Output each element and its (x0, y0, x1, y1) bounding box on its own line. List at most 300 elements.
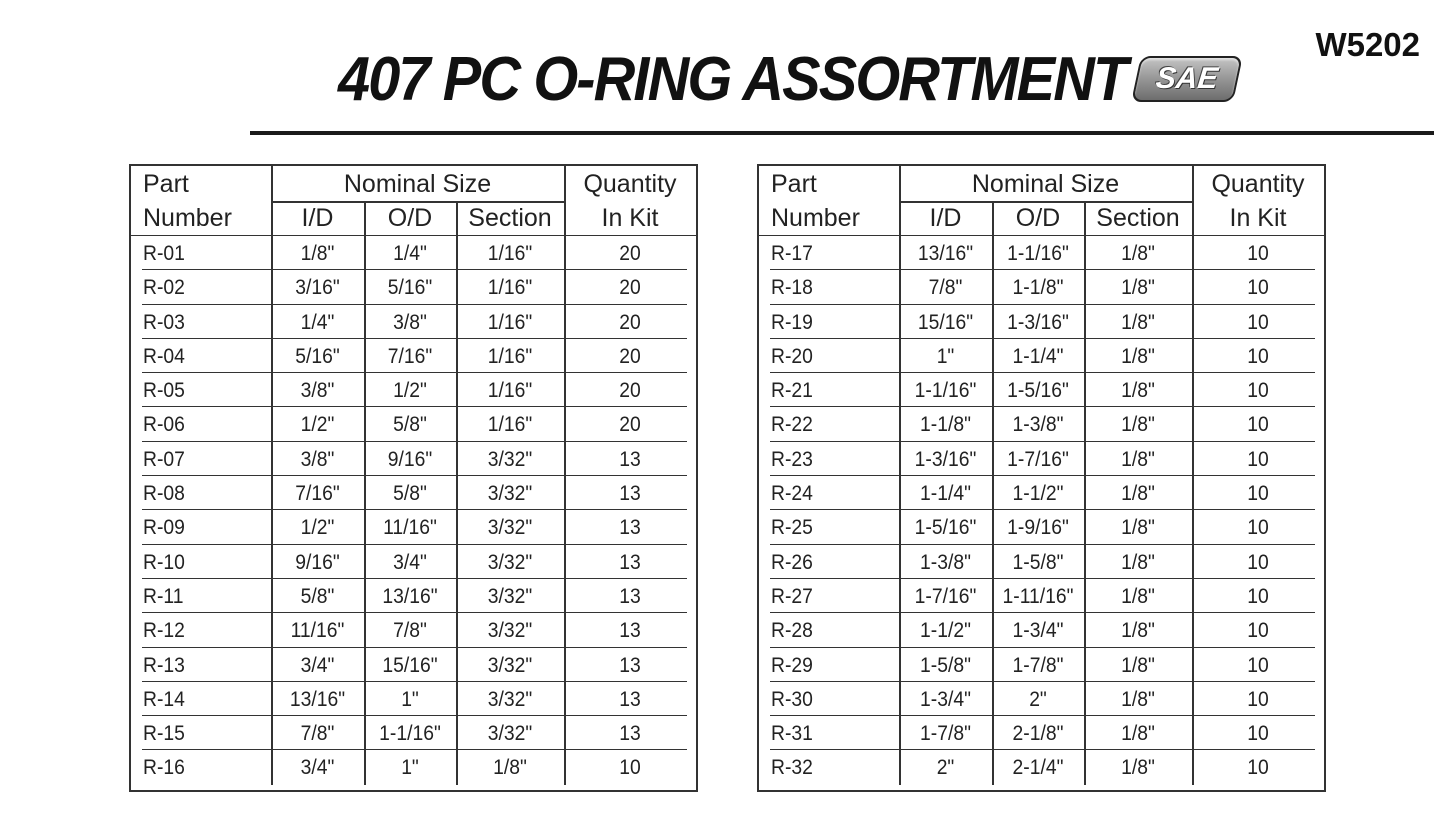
column-divider (992, 545, 994, 579)
column-divider (1084, 579, 1086, 613)
table-row (759, 476, 1324, 510)
inner-diameter-cell: 1-5/16" (914, 516, 977, 540)
part-number-cell: R-08 (143, 482, 185, 506)
quantity-cell: 10 (1247, 722, 1269, 746)
column-divider (992, 613, 994, 647)
column-divider (271, 648, 273, 682)
inner-diameter-cell: 1-1/8" (920, 413, 971, 437)
part-number-cell: R-17 (771, 242, 813, 265)
column-divider (1084, 545, 1086, 579)
column-divider (1192, 270, 1194, 304)
column-divider (271, 750, 273, 784)
table-row (759, 407, 1324, 441)
column-divider (992, 236, 994, 270)
column-divider (899, 716, 901, 750)
inner-diameter-cell: 1/2" (300, 516, 335, 540)
outer-diameter-cell: 1-7/8" (1012, 653, 1064, 677)
part-number-cell: R-28 (771, 619, 813, 643)
quantity-cell: 13 (619, 447, 641, 471)
outer-diameter-cell: 3/4" (393, 550, 427, 574)
column-divider (992, 270, 994, 304)
part-number-cell: R-04 (143, 344, 185, 368)
column-divider (456, 236, 458, 270)
part-number-cell: R-01 (143, 242, 185, 265)
inner-diameter-cell: 1/8" (300, 242, 335, 265)
column-divider (992, 750, 994, 784)
part-number-cell: R-15 (143, 722, 185, 746)
table-row (131, 545, 696, 579)
column-divider (1192, 648, 1194, 682)
column-divider (899, 682, 901, 716)
column-divider (364, 750, 366, 784)
outer-diameter-cell: 15/16" (382, 653, 438, 677)
section-cell: 1/8" (1121, 550, 1155, 574)
part-number-cell: R-02 (143, 276, 185, 300)
inner-diameter-cell: 1-1/16" (914, 379, 977, 403)
quantity-cell: 20 (619, 242, 641, 265)
column-divider (364, 236, 366, 270)
header-id: I/D (929, 204, 962, 232)
quantity-cell: 10 (1247, 584, 1269, 608)
column-divider (899, 236, 901, 270)
outer-diameter-cell: 2-1/4" (1012, 756, 1064, 780)
quantity-cell: 10 (1247, 756, 1269, 780)
outer-diameter-cell: 1" (401, 687, 419, 711)
column-divider (456, 510, 458, 544)
quantity-cell: 10 (1247, 447, 1269, 471)
column-divider (456, 613, 458, 647)
section-cell: 1/16" (487, 310, 533, 334)
column-divider (1084, 236, 1086, 270)
column-divider (456, 339, 458, 373)
table-row (131, 373, 696, 407)
outer-diameter-cell: 3/8" (393, 310, 427, 334)
column-divider (899, 442, 901, 476)
header-part-number: Number (771, 204, 860, 232)
header-quantity: In Kit (601, 204, 659, 232)
sae-badge (1131, 56, 1243, 102)
inner-diameter-cell: 3/8" (300, 447, 335, 471)
inner-diameter-cell: 1-3/16" (914, 447, 977, 471)
inner-diameter-cell: 13/16" (289, 687, 346, 711)
outer-diameter-cell: 1-1/16" (1007, 242, 1069, 265)
column-divider (456, 716, 458, 750)
column-divider (271, 407, 273, 441)
part-number-cell: R-22 (771, 413, 813, 437)
header-od: O/D (1015, 204, 1061, 232)
outer-diameter-cell: 1-3/16" (1007, 310, 1069, 334)
column-divider (899, 510, 901, 544)
column-divider (992, 442, 994, 476)
quantity-cell: 10 (1247, 550, 1269, 574)
oring-table-right (757, 164, 1326, 792)
inner-diameter-cell: 1/2" (300, 413, 335, 437)
section-cell: 3/32" (487, 619, 533, 643)
outer-diameter-cell: 1-9/16" (1007, 516, 1069, 540)
part-number-cell: R-13 (143, 653, 185, 677)
inner-diameter-cell: 5/16" (295, 344, 340, 368)
column-divider (456, 750, 458, 784)
header-part-number: Part (771, 170, 817, 198)
column-divider (1192, 682, 1194, 716)
column-divider (271, 339, 273, 373)
column-divider (456, 442, 458, 476)
column-divider (1084, 750, 1086, 784)
column-divider (992, 682, 994, 716)
table-row (131, 510, 696, 544)
column-divider (456, 648, 458, 682)
quantity-cell: 13 (619, 619, 641, 643)
outer-diameter-cell: 1-1/2" (1012, 482, 1064, 506)
column-divider (456, 682, 458, 716)
section-cell: 3/32" (487, 482, 533, 506)
table-row (131, 716, 696, 750)
section-cell: 1/8" (1121, 482, 1155, 506)
table-row (759, 305, 1324, 339)
section-cell: 3/32" (487, 516, 533, 540)
column-divider (992, 407, 994, 441)
section-cell: 1/16" (487, 242, 533, 265)
column-divider (1084, 442, 1086, 476)
column-divider (1084, 339, 1086, 373)
column-divider (564, 716, 566, 750)
part-number-cell: R-06 (143, 413, 185, 437)
column-divider (1084, 305, 1086, 339)
header-part-number: Part (143, 170, 189, 198)
column-divider (1084, 648, 1086, 682)
section-cell: 1/8" (1121, 413, 1155, 437)
inner-diameter-cell: 3/4" (300, 653, 335, 677)
section-cell: 1/8" (1121, 756, 1155, 780)
section-cell: 1/16" (487, 413, 533, 437)
column-divider (364, 339, 366, 373)
outer-diameter-cell: 5/8" (393, 413, 427, 437)
column-divider (271, 236, 273, 270)
outer-diameter-cell: 5/16" (387, 276, 433, 300)
column-divider (271, 716, 273, 750)
outer-diameter-cell: 2" (1029, 687, 1047, 711)
header-quantity: In Kit (1229, 204, 1287, 232)
column-divider (271, 545, 273, 579)
inner-diameter-cell: 1-3/8" (920, 550, 971, 574)
section-cell: 1/8" (1121, 242, 1155, 265)
column-divider (1192, 407, 1194, 441)
column-divider (364, 648, 366, 682)
column-divider (364, 579, 366, 613)
column-divider (456, 545, 458, 579)
outer-diameter-cell: 1-7/16" (1007, 447, 1069, 471)
column-divider (271, 476, 273, 510)
header-quantity: Quantity (583, 170, 677, 198)
part-number-cell: R-30 (771, 687, 813, 711)
column-divider (899, 270, 901, 304)
table-row (759, 270, 1324, 304)
quantity-cell: 13 (619, 687, 641, 711)
column-divider (1084, 373, 1086, 407)
table-row (131, 648, 696, 682)
title-divider (250, 131, 1434, 135)
outer-diameter-cell: 1-1/8" (1012, 276, 1064, 300)
column-divider (564, 236, 566, 270)
header-quantity: Quantity (1211, 170, 1305, 198)
header-divider (899, 201, 1192, 203)
table-header (131, 166, 696, 236)
column-divider (456, 407, 458, 441)
inner-diameter-cell: 7/16" (295, 482, 340, 506)
part-number-cell: R-29 (771, 653, 813, 677)
column-divider (899, 373, 901, 407)
section-cell: 1/8" (1121, 516, 1155, 540)
outer-diameter-cell: 7/16" (387, 344, 433, 368)
part-number-cell: R-12 (143, 619, 185, 643)
inner-diameter-cell: 13/16" (917, 242, 974, 265)
table-row (759, 373, 1324, 407)
column-divider (899, 648, 901, 682)
section-cell: 1/8" (1121, 687, 1155, 711)
table-row (759, 339, 1324, 373)
column-divider (1084, 476, 1086, 510)
part-number-cell: R-11 (143, 584, 184, 608)
quantity-cell: 20 (619, 276, 641, 300)
part-number-cell: R-16 (143, 756, 185, 780)
quantity-cell: 13 (619, 516, 641, 540)
part-number-cell: R-10 (143, 550, 185, 574)
column-divider (364, 510, 366, 544)
section-cell: 3/32" (487, 584, 533, 608)
column-divider (456, 305, 458, 339)
column-divider (564, 442, 566, 476)
outer-diameter-cell: 13/16" (382, 584, 438, 608)
column-divider (564, 407, 566, 441)
outer-diameter-cell: 1-5/16" (1007, 379, 1069, 403)
section-cell: 1/8" (1121, 722, 1155, 746)
column-divider (1084, 613, 1086, 647)
column-divider (899, 476, 901, 510)
column-divider (1192, 339, 1194, 373)
part-number-cell: R-26 (771, 550, 813, 574)
column-divider (564, 579, 566, 613)
inner-diameter-cell: 3/8" (300, 379, 335, 403)
column-divider (564, 648, 566, 682)
section-cell: 1/16" (487, 344, 533, 368)
section-cell: 1/16" (487, 276, 533, 300)
quantity-cell: 13 (619, 482, 641, 506)
header-nominal-size: Nominal Size (971, 170, 1120, 198)
quantity-cell: 10 (1247, 379, 1269, 403)
inner-diameter-cell: 3/4" (300, 756, 335, 780)
part-number-cell: R-09 (143, 516, 185, 540)
column-divider (364, 305, 366, 339)
header-part-number: Number (143, 204, 232, 232)
column-divider (992, 648, 994, 682)
column-divider (899, 579, 901, 613)
outer-diameter-cell: 5/8" (393, 482, 427, 506)
outer-diameter-cell: 1/4" (393, 242, 427, 265)
inner-diameter-cell: 7/8" (928, 276, 963, 300)
column-divider (899, 545, 901, 579)
header-section: Section (468, 204, 552, 232)
quantity-cell: 10 (1247, 276, 1269, 300)
quantity-cell: 13 (619, 653, 641, 677)
column-divider (992, 716, 994, 750)
page-title: 407 PC O-RING ASSORTMENT (338, 44, 1127, 114)
section-cell: 3/32" (487, 653, 533, 677)
column-divider (564, 682, 566, 716)
quantity-cell: 10 (1247, 482, 1269, 506)
outer-diameter-cell: 1-11/16" (1002, 584, 1074, 608)
section-cell: 3/32" (487, 447, 533, 471)
quantity-cell: 10 (619, 756, 641, 780)
quantity-cell: 10 (1247, 344, 1269, 368)
column-divider (992, 476, 994, 510)
table-row (131, 270, 696, 304)
table-row (759, 579, 1324, 613)
column-divider (564, 373, 566, 407)
column-divider (564, 476, 566, 510)
column-divider (1084, 407, 1086, 441)
column-divider (899, 750, 901, 784)
quantity-cell: 10 (1247, 516, 1269, 540)
table-row (131, 407, 696, 441)
table-row (759, 545, 1324, 579)
quantity-cell: 10 (1247, 413, 1269, 437)
inner-diameter-cell: 1-3/4" (920, 687, 971, 711)
column-divider (992, 510, 994, 544)
column-divider (364, 270, 366, 304)
column-divider (992, 373, 994, 407)
quantity-cell: 20 (619, 310, 641, 334)
column-divider (1192, 545, 1194, 579)
part-number-cell: R-19 (771, 310, 813, 334)
table-row (759, 510, 1324, 544)
column-divider (899, 339, 901, 373)
inner-diameter-cell: 9/16" (295, 550, 340, 574)
section-cell: 1/8" (1121, 447, 1155, 471)
column-divider (456, 270, 458, 304)
column-divider (364, 373, 366, 407)
column-divider (992, 579, 994, 613)
column-divider (564, 270, 566, 304)
table-row (759, 750, 1324, 784)
part-number-cell: R-23 (771, 447, 813, 471)
oring-table-left (129, 164, 698, 792)
outer-diameter-cell: 11/16" (383, 516, 437, 540)
table-row (131, 339, 696, 373)
column-divider (456, 579, 458, 613)
section-cell: 1/8" (1121, 619, 1155, 643)
part-number-cell: R-21 (771, 379, 813, 403)
column-divider (364, 545, 366, 579)
table-row (759, 442, 1324, 476)
column-divider (364, 716, 366, 750)
quantity-cell: 10 (1247, 653, 1269, 677)
column-divider (1192, 476, 1194, 510)
table-row (131, 613, 696, 647)
column-divider (1192, 716, 1194, 750)
part-number-cell: R-31 (771, 722, 813, 746)
column-divider (1084, 716, 1086, 750)
inner-diameter-cell: 1-7/8" (920, 722, 971, 746)
part-number-cell: R-25 (771, 516, 813, 540)
column-divider (1192, 510, 1194, 544)
table-row (759, 236, 1324, 270)
column-divider (364, 613, 366, 647)
column-divider (992, 339, 994, 373)
column-divider (271, 442, 273, 476)
inner-diameter-cell: 1-1/2" (920, 619, 971, 643)
section-cell: 1/8" (1121, 310, 1155, 334)
column-divider (899, 305, 901, 339)
column-divider (564, 510, 566, 544)
column-divider (271, 373, 273, 407)
table-row (759, 682, 1324, 716)
column-divider (1192, 236, 1194, 270)
quantity-cell: 10 (1247, 242, 1269, 265)
column-divider (1192, 305, 1194, 339)
part-number-cell: R-20 (771, 344, 813, 368)
column-divider (1192, 373, 1194, 407)
table-row (131, 682, 696, 716)
section-cell: 1/16" (487, 379, 533, 403)
sae-badge-label: SAE (1154, 62, 1220, 95)
table-row (759, 648, 1324, 682)
title-row (338, 44, 1238, 114)
column-divider (1192, 442, 1194, 476)
inner-diameter-cell: 3/16" (295, 276, 340, 300)
part-number-cell: R-14 (143, 687, 185, 711)
column-divider (564, 545, 566, 579)
outer-diameter-cell: 1-5/8" (1012, 550, 1064, 574)
outer-diameter-cell: 7/8" (393, 619, 427, 643)
column-divider (364, 476, 366, 510)
outer-diameter-cell: 9/16" (387, 447, 433, 471)
table-row (759, 613, 1324, 647)
inner-diameter-cell: 1" (936, 344, 955, 368)
inner-diameter-cell: 5/8" (300, 584, 335, 608)
table-row (131, 579, 696, 613)
inner-diameter-cell: 1-5/8" (920, 653, 971, 677)
column-divider (1084, 270, 1086, 304)
quantity-cell: 13 (619, 550, 641, 574)
table-row (131, 305, 696, 339)
quantity-cell: 20 (619, 344, 641, 368)
header-section: Section (1096, 204, 1180, 232)
section-cell: 1/8" (1121, 584, 1155, 608)
column-divider (271, 579, 273, 613)
part-number-cell: R-03 (143, 310, 185, 334)
column-divider (1192, 579, 1194, 613)
outer-diameter-cell: 1/2" (393, 379, 427, 403)
header-nominal-size: Nominal Size (343, 170, 492, 198)
part-number-cell: R-05 (143, 379, 185, 403)
outer-diameter-cell: 2-1/8" (1012, 722, 1064, 746)
quantity-cell: 10 (1247, 619, 1269, 643)
inner-diameter-cell: 1-1/4" (920, 482, 971, 506)
inner-diameter-cell: 1-7/16" (914, 584, 977, 608)
column-divider (271, 682, 273, 716)
column-divider (364, 442, 366, 476)
section-cell: 3/32" (487, 687, 533, 711)
column-divider (564, 750, 566, 784)
header-id: I/D (301, 204, 334, 232)
table-row (131, 750, 696, 784)
column-divider (456, 476, 458, 510)
column-divider (564, 339, 566, 373)
quantity-cell: 20 (619, 413, 641, 437)
table-header (759, 166, 1324, 236)
outer-diameter-cell: 1-3/8" (1012, 413, 1064, 437)
inner-diameter-cell: 11/16" (290, 619, 345, 643)
